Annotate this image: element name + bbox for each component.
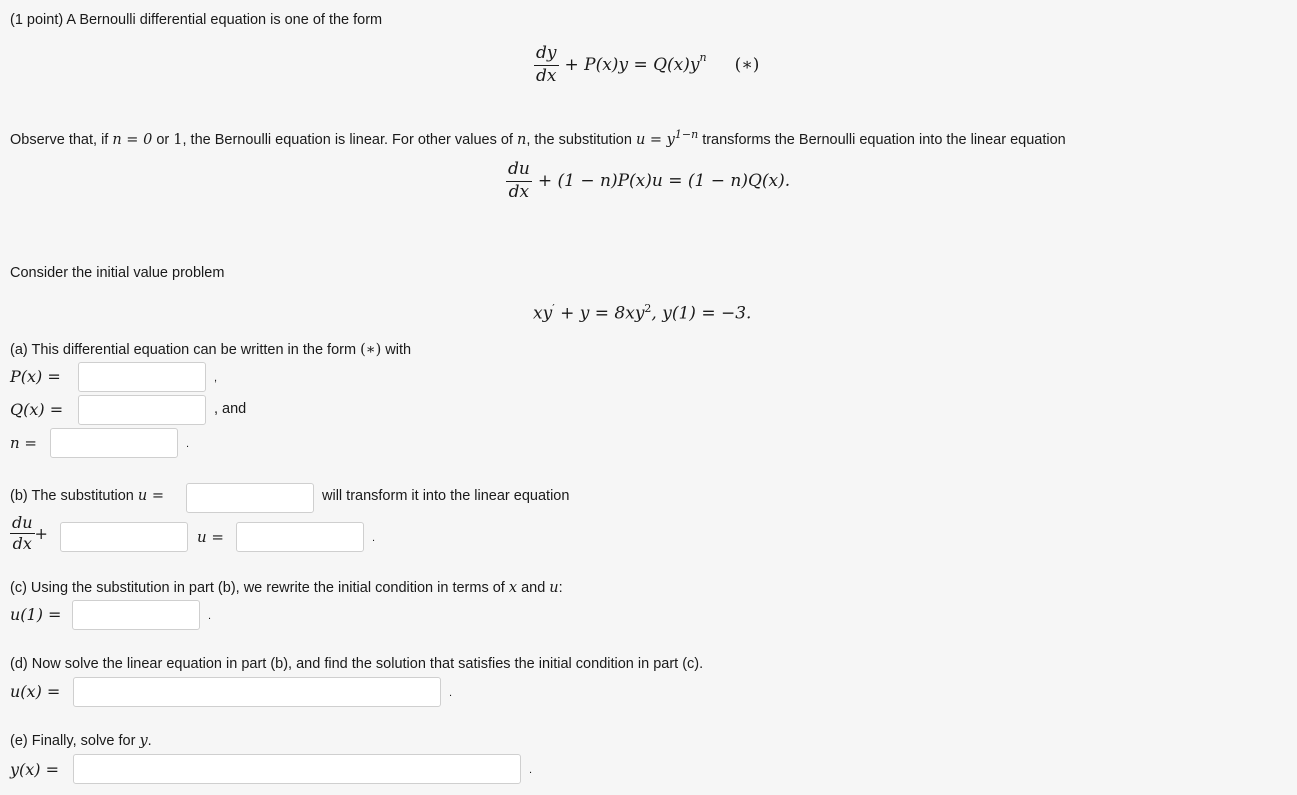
intro-text xyxy=(10,12,382,28)
ivp-condition: , y(1) = −3. xyxy=(651,303,752,324)
yx-input[interactable] xyxy=(73,754,521,784)
observe-paragraph xyxy=(10,128,1066,148)
plus-sign: + xyxy=(34,524,48,544)
u1-label: u(1) = xyxy=(10,605,62,624)
equation-tag: (∗) xyxy=(734,55,760,76)
rhs-input[interactable] xyxy=(236,522,364,552)
ivp-exponent: 2 xyxy=(644,302,652,315)
linear-equation xyxy=(506,160,790,202)
part-e-var: y xyxy=(139,733,148,749)
q-input[interactable] xyxy=(78,395,206,425)
u1-input[interactable] xyxy=(72,600,200,630)
part-d-prompt: (d) Now solve the linear equation in part (b), and find the solution that satisfies the initial condition in part (c). xyxy=(10,656,704,672)
n-input[interactable] xyxy=(50,428,178,458)
equation-exponent: n xyxy=(699,50,707,64)
u-label: u = xyxy=(197,528,224,546)
part-c-after: . xyxy=(208,610,212,622)
part-c-prompt xyxy=(10,580,563,596)
part-e-after: . xyxy=(529,764,533,776)
p-input[interactable] xyxy=(78,362,206,392)
part-a-prefix: (a) This differential equation can be written in the form xyxy=(10,342,361,358)
dy-dx-fraction xyxy=(534,44,559,86)
observe-text-3: , the Bernoulli equation is linear. For other values of xyxy=(182,131,517,148)
fraction-numerator: du xyxy=(506,160,532,182)
observe-text-1: Observe that, if xyxy=(10,131,113,148)
part-c-var-x: x xyxy=(508,580,518,596)
yx-label: y(x) = xyxy=(10,760,60,779)
observe-math-4-exponent: 1−n xyxy=(674,128,699,141)
intro-prefix: (1 point) A Bernoulli differential equation is one of the form xyxy=(10,12,383,28)
n-after: . xyxy=(186,438,190,450)
part-b-after: . xyxy=(372,532,376,544)
part-e-dot: . xyxy=(147,733,152,749)
ivp-mid: + y = 8xy xyxy=(554,303,645,324)
substitution-input[interactable] xyxy=(186,483,314,513)
part-a-prompt xyxy=(10,342,411,358)
fraction-numerator: du xyxy=(10,514,35,534)
consider-text: Consider the initial value problem xyxy=(10,265,225,281)
part-b-suffix: will transform it into the linear equation xyxy=(322,488,570,504)
part-a-suffix: with xyxy=(381,342,412,358)
part-b-prompt xyxy=(10,488,164,504)
p-label: P(x) = xyxy=(10,367,61,386)
observe-text-4: , the substitution xyxy=(526,131,636,148)
observe-math-1: n = 0 xyxy=(112,131,153,148)
p-after: , xyxy=(214,372,218,384)
part-d-after: . xyxy=(449,687,453,699)
part-b-equation-lhs xyxy=(10,514,48,554)
fraction-denominator: dx xyxy=(536,65,557,86)
du-dx-fraction xyxy=(506,160,532,202)
q-label: Q(x) = xyxy=(10,400,64,419)
part-c-colon: : xyxy=(558,580,563,596)
n-label: n = xyxy=(10,434,37,452)
ivp-lhs: xy xyxy=(533,303,553,324)
bernoulli-equation xyxy=(534,44,759,86)
fraction-denominator: dx xyxy=(12,534,32,554)
observe-text-2: or xyxy=(152,131,174,148)
part-b-var: u = xyxy=(137,488,164,504)
part-b-prefix: (b) The substitution xyxy=(10,488,138,504)
ivp-prime: ′ xyxy=(552,302,555,315)
equation-rhs: + P(x)y = Q(x)y xyxy=(564,55,700,76)
ux-label: u(x) = xyxy=(10,682,61,701)
part-c-and: and xyxy=(517,580,550,596)
fraction-denominator: dx xyxy=(508,181,530,202)
q-after: , and xyxy=(214,401,247,417)
fraction-numerator: dy xyxy=(534,44,559,66)
part-e-prompt xyxy=(10,733,152,749)
observe-math-4: u = y xyxy=(635,131,675,148)
part-c-prefix: (c) Using the substitution in part (b), we rewrite the initial condition in terms of xyxy=(10,580,509,596)
observe-math-3: n xyxy=(516,131,527,148)
observe-math-2: 1 xyxy=(173,131,183,148)
part-c-var-u: u xyxy=(549,580,559,596)
ux-input[interactable] xyxy=(73,677,441,707)
observe-text-5: transforms the Bernoulli equation into the linear equation xyxy=(698,131,1066,148)
ivp-equation xyxy=(533,302,751,324)
part-e-prefix: (e) Finally, solve for xyxy=(10,733,140,749)
coefficient-input[interactable] xyxy=(60,522,188,552)
du-dx-fraction xyxy=(10,514,35,554)
linear-equation-rhs: + (1 − n)P(x)u = (1 − n)Q(x). xyxy=(537,171,791,192)
part-a-tag: (∗) xyxy=(360,342,382,358)
